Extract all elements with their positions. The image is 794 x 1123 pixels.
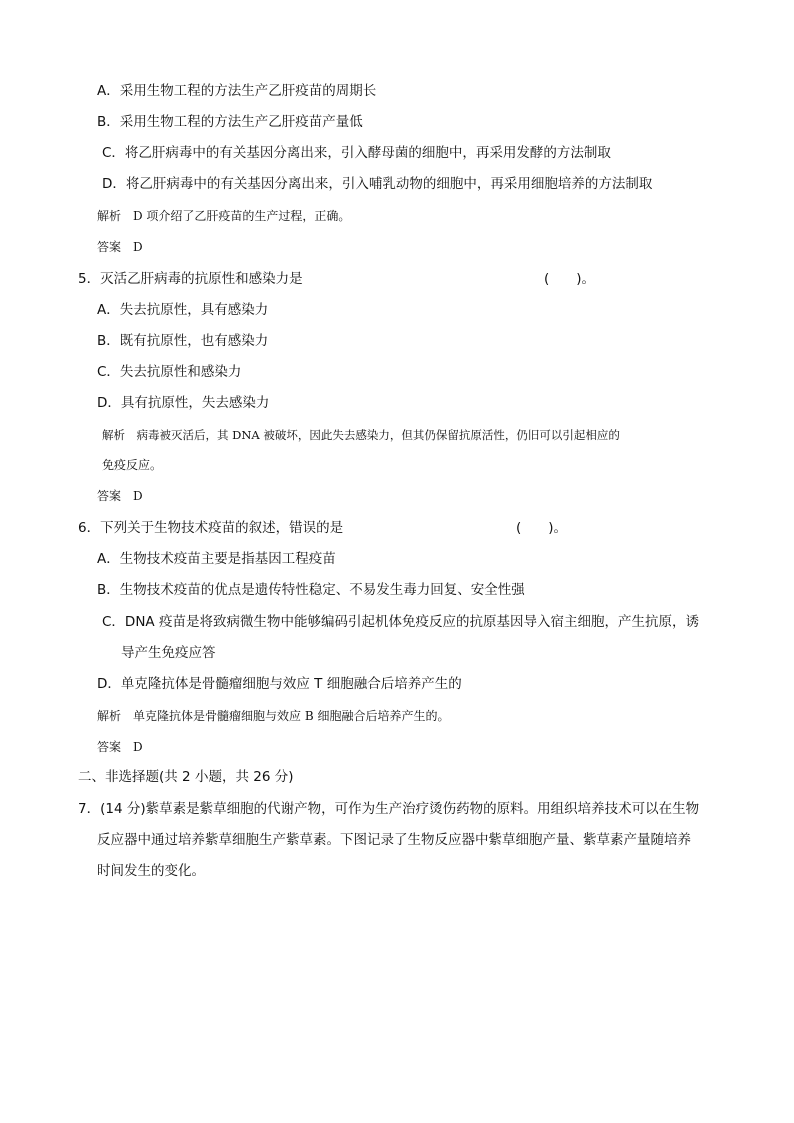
- option-d-q4: D．将乙肝病毒中的有关基因分离出来，引入哺乳动物的细胞中，再采用细胞培养的方法制取: [102, 176, 653, 192]
- question-6-blank: ( )。: [516, 520, 568, 536]
- analysis-q5-cont: 免疫反应。: [102, 458, 163, 472]
- section-heading: 二、非选择题(共 2 小题，共 26 分): [78, 769, 294, 785]
- answer-q6: 答案 D: [97, 740, 143, 754]
- question-7-cont-2: 时间发生的变化。: [97, 863, 205, 879]
- option-c-q6: C．DNA 疫苗是将致病微生物中能够编码引起机体免疫反应的抗原基因导入宿主细胞，产生抗原，诱: [102, 614, 699, 630]
- analysis-q4: 解析 D 项介绍了乙肝疫苗的生产过程，正确。: [97, 209, 351, 223]
- answer-q4: 答案 D: [97, 240, 143, 254]
- option-d-q5: D．具有抗原性，失去感染力: [97, 395, 270, 411]
- option-c-q5: C．失去抗原性和感染力: [97, 364, 242, 380]
- option-d-q6: D．单克隆抗体是骨髓瘤细胞与效应 T 细胞融合后培养产生的: [97, 676, 462, 692]
- analysis-q6: 解析 单克隆抗体是骨髓瘤细胞与效应 B 细胞融合后培养产生的。: [97, 709, 450, 723]
- option-a-q5: A．失去抗原性，具有感染力: [97, 302, 269, 318]
- analysis-q5: 解析 病毒被灭活后，其 DNA 被破坏，因此失去感染力，但其仍保留抗原活性，仍旧可以引起相应的: [102, 428, 620, 442]
- option-a-q4: A．采用生物工程的方法生产乙肝疫苗的周期长: [97, 83, 377, 99]
- answer-q5: 答案 D: [97, 489, 143, 503]
- option-a-q6: A．生物技术疫苗主要是指基因工程疫苗: [97, 551, 336, 567]
- question-5-blank: ( )。: [544, 271, 596, 287]
- option-b-q6: B．生物技术疫苗的优点是遗传特性稳定、不易发生毒力回复、安全性强: [97, 582, 525, 598]
- option-c-q6-cont: 导产生免疫应答: [121, 645, 216, 661]
- question-7-cont-1: 反应器中通过培养紫草细胞生产紫草素。下图记录了生物反应器中紫草细胞产量、紫草素产量随培养: [97, 832, 691, 848]
- option-c-q4: C．将乙肝病毒中的有关基因分离出来，引入酵母菌的细胞中，再采用发酵的方法制取: [102, 145, 611, 161]
- option-b-q4: B．采用生物工程的方法生产乙肝疫苗产量低: [97, 114, 363, 130]
- question-7: 7．(14 分)紫草素是紫草细胞的代谢产物，可作为生产治疗烫伤药物的原料。用组织培养技术可以在生物: [78, 801, 700, 817]
- question-6: 6．下列关于生物技术疫苗的叙述，错误的是: [78, 520, 344, 536]
- option-b-q5: B．既有抗原性，也有感染力: [97, 333, 269, 349]
- question-5: 5．灭活乙肝病毒的抗原性和感染力是: [78, 271, 303, 287]
